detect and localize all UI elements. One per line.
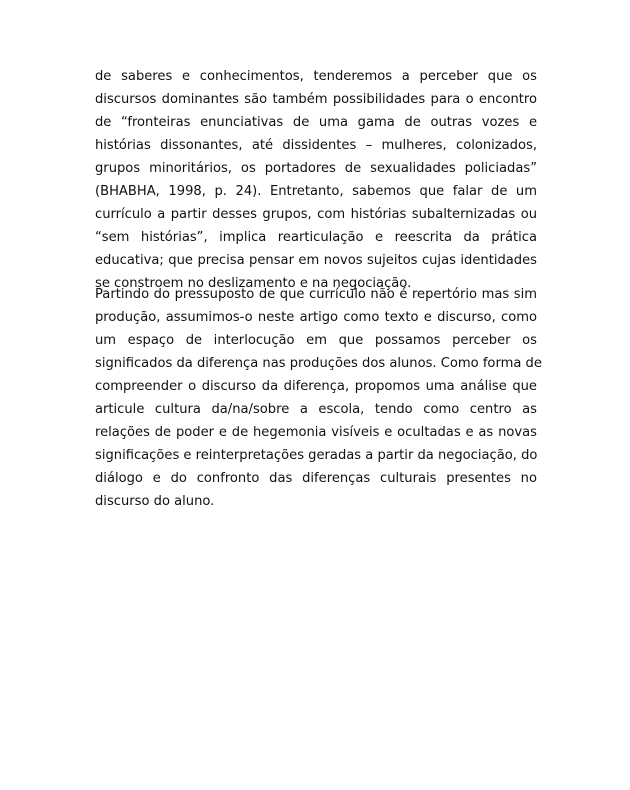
- paragraph-line: “sem histórias”, implica rearticulação e reescrita da prática: [95, 230, 537, 245]
- paragraph-line: compreender o discurso da diferença, propomos uma análise que: [95, 379, 537, 394]
- paragraph-1: [95, 65, 537, 295]
- paragraph-line: grupos minoritários, os portadores de sexualidades policiadas”: [95, 161, 537, 176]
- paragraph-line: currículo a partir desses grupos, com histórias subalternizadas ou: [95, 207, 537, 222]
- paragraph-line: produção, assumimos-o neste artigo como texto e discurso, como: [95, 310, 537, 325]
- paragraph-line: histórias dissonantes, até dissidentes – mulheres, colonizados,: [95, 138, 537, 153]
- paragraph-line: relações de poder e de hegemonia visíveis e ocultadas e as novas: [95, 425, 537, 440]
- paragraph-line: um espaço de interlocução em que possamos perceber os: [95, 333, 537, 348]
- paragraph-line: se constroem no deslizamento e na negociação.: [95, 276, 412, 291]
- paragraph-line: (BHABHA, 1998, p. 24). Entretanto, sabemos que falar de um: [95, 184, 537, 199]
- paragraph-2: [95, 283, 542, 513]
- paragraph-line: discurso do aluno.: [95, 494, 215, 509]
- paragraph-line: significações e reinterpretações geradas a partir da negociação, do: [95, 448, 538, 463]
- paragraph-line: de “fronteiras enunciativas de uma gama de outras vozes e: [95, 115, 537, 130]
- paragraph-line: de saberes e conhecimentos, tenderemos a perceber que os: [95, 69, 537, 84]
- paragraph-line: discursos dominantes são também possibilidades para o encontro: [95, 92, 537, 107]
- paragraph-line: diálogo e do confronto das diferenças culturais presentes no: [95, 471, 537, 486]
- paragraph-line: Partindo do pressuposto de que currículo não é repertório mas sim: [95, 287, 537, 302]
- paragraph-line: educativa; que precisa pensar em novos sujeitos cujas identidades: [95, 253, 537, 268]
- paragraph-line: significados da diferença nas produções dos alunos. Como forma de: [95, 356, 542, 371]
- paragraph-line: articule cultura da/na/sobre a escola, tendo como centro as: [95, 402, 537, 417]
